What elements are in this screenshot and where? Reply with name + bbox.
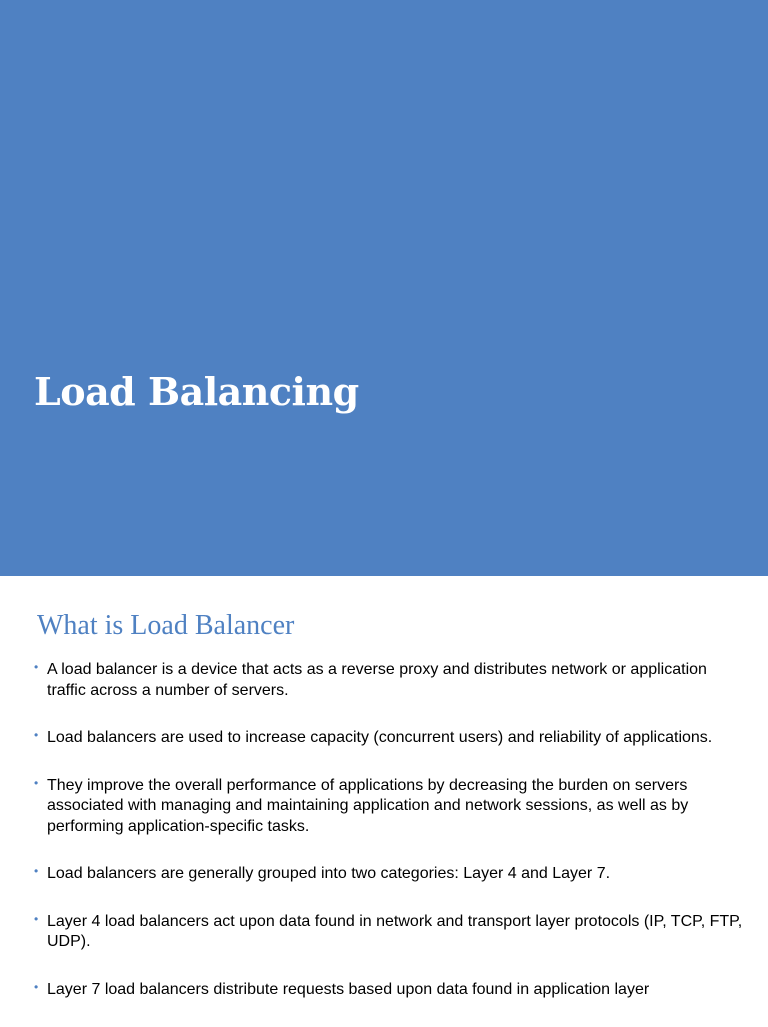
bullet-item bbox=[34, 980, 746, 1001]
bullet-text: Load balancers are generally grouped into two categories: Layer 4 and Layer 7. bbox=[47, 865, 611, 882]
bullet-item bbox=[34, 660, 746, 701]
bullet-text: Load balancers are used to increase capacity (concurrent users) and reliability of applications. bbox=[47, 729, 713, 746]
bullet-list bbox=[34, 660, 746, 1027]
bullet-text: They improve the overall performance of applications by decreasing the burden on servers associated with managing and maintaining application and network sessions, as well as by performing application-specific tasks. bbox=[47, 776, 689, 835]
bullet-item bbox=[34, 728, 746, 749]
content-heading: What is Load Balancer bbox=[37, 610, 295, 641]
bullet-text: Layer 4 load balancers act upon data found in network and transport layer protocols (IP, TCP, FTP, UDP). bbox=[47, 912, 743, 950]
bullet-icon: • bbox=[34, 660, 39, 674]
bullet-icon: • bbox=[34, 911, 39, 926]
bullet-item bbox=[34, 912, 746, 953]
slide-title: Load Balancing bbox=[34, 369, 359, 414]
bullet-icon: • bbox=[34, 979, 39, 994]
bullet-text: A load balancer is a device that acts as a reverse proxy and distributes network or application traffic across a number of servers. bbox=[47, 661, 707, 699]
bullet-icon: • bbox=[34, 864, 39, 878]
bullet-icon: • bbox=[34, 728, 39, 742]
bullet-item bbox=[34, 864, 746, 885]
bullet-item bbox=[34, 776, 746, 838]
bullet-text: Layer 7 load balancers distribute requests based upon data found in application layer bbox=[47, 980, 650, 998]
bullet-icon: • bbox=[34, 775, 39, 790]
